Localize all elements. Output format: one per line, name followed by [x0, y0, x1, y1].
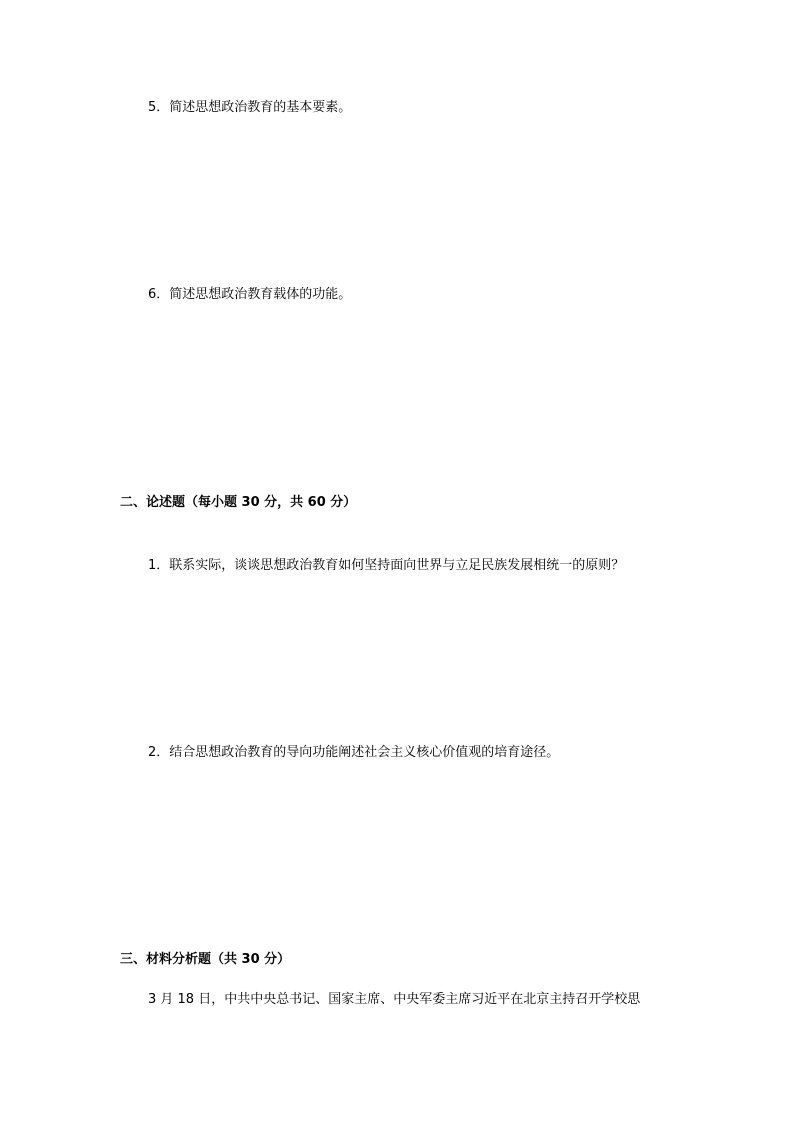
essay-question-2: 2．结合思想政治教育的导向功能阐述社会主义核心价值观的培育途径。	[148, 745, 560, 760]
question-5: 5．简述思想政治教育的基本要素。	[148, 100, 352, 115]
section-heading-essay: 二、论述题（每小题 30 分，共 60 分）	[120, 495, 357, 510]
essay-question-1: 1．联系实际，谈谈思想政治教育如何坚持面向世界与立足民族发展相统一的原则？	[148, 558, 625, 573]
material-paragraph: 3 月 18 日，中共中央总书记、国家主席、中央军委主席习近平在北京主持召开学校思	[148, 992, 641, 1007]
question-6: 6．简述思想政治教育载体的功能。	[148, 287, 352, 302]
section-heading-material: 三、材料分析题（共 30 分）	[120, 952, 291, 967]
